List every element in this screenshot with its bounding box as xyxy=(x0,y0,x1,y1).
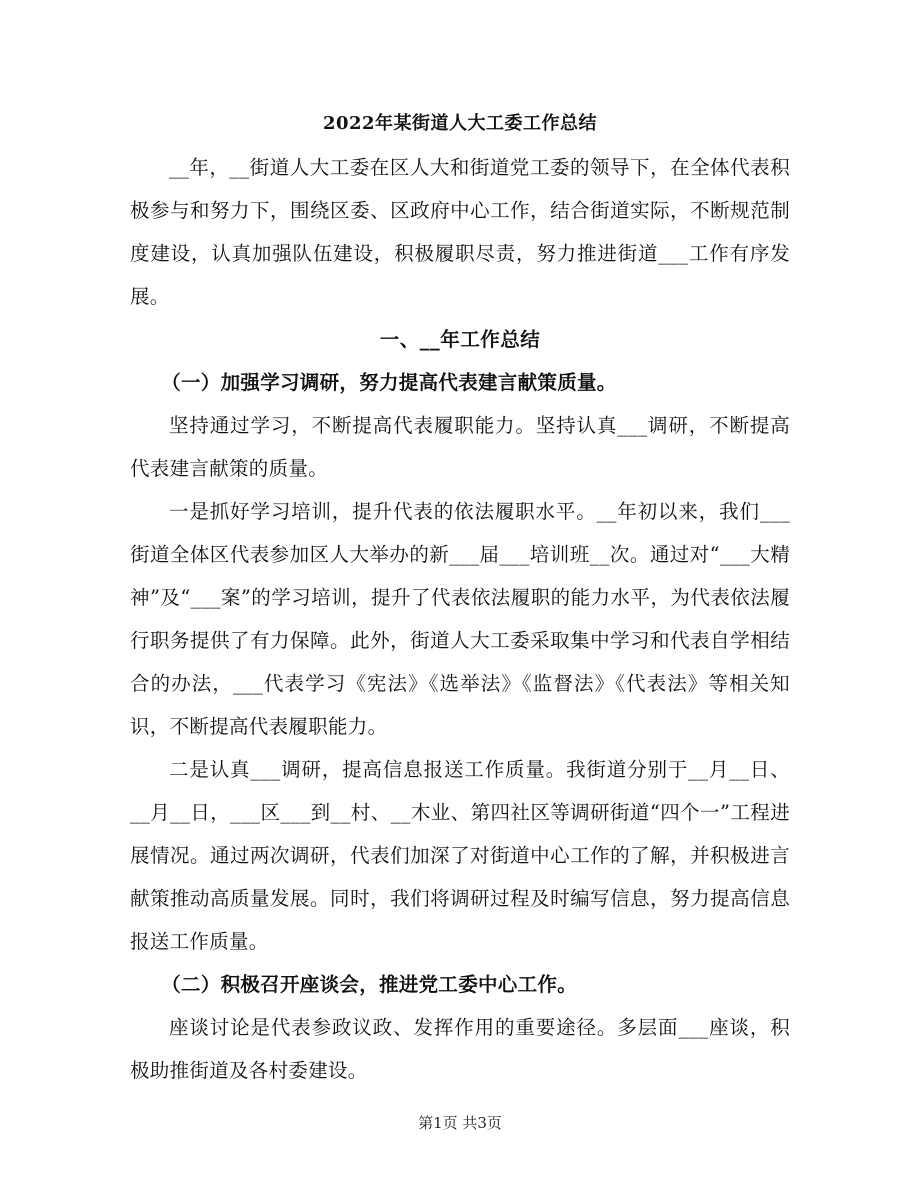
page-number: 第1页 共3页 xyxy=(418,1114,502,1132)
document-title: 2022年某街道人大工委工作总结 xyxy=(322,113,598,134)
paragraph-training: 一是抓好学习培训，提升代表的依法履职水平。__年初以来，我们___街道全体区代表参加区人大举办的新___届___培训班__次。通过对“___大精神”及“___案”的学习培训，提升了代表依法履职的能力水平，为代表依法履行职务提供了有力保障。此外，街道人大工委采取集中学习和代表自学相结合的办法，___代表学习《宪法》《选举法》《监督法》《代表法》等相关知识，不断提高代表履职能力。 xyxy=(130,500,790,738)
subsection-heading-2: （二）积极召开座谈会，推进党工委中心工作。 xyxy=(161,973,577,996)
section-heading-1: 一、__年工作总结 xyxy=(379,328,541,351)
paragraph-study: 坚持通过学习，不断提高代表履职能力。坚持认真___调研，不断提高代表建言献策的质量。 xyxy=(130,414,790,480)
paragraph-intro: __年，__街道人大工委在区人大和街道党工委的领导下，在全体代表积极参与和努力下，围绕区委、区政府中心工作，结合街道实际，不断规范制度建设，认真加强队伍建设，积极履职尽责，努力推进街道___工作有序发展。 xyxy=(130,156,790,308)
paragraph-symposium: 座谈讨论是代表参政议政、发挥作用的重要途径。多层面___座谈，积极助推街道及各村委建设。 xyxy=(130,1016,790,1082)
subsection-heading-1: （一）加强学习调研，努力提高代表建言献策质量。 xyxy=(161,371,617,394)
paragraph-research: 二是认真___调研，提高信息报送工作质量。我街道分别于__月__日、__月__日，___区___到__村、__木业、第四社区等调研街道“四个一”工程进展情况。通过两次调研，代表们加深了对街道中心工作的了解，并积极进言献策推动高质量发展。同时，我们将调研过程及时编写信息，努力提高信息报送工作质量。 xyxy=(130,758,790,953)
document-body xyxy=(130,146,790,1092)
